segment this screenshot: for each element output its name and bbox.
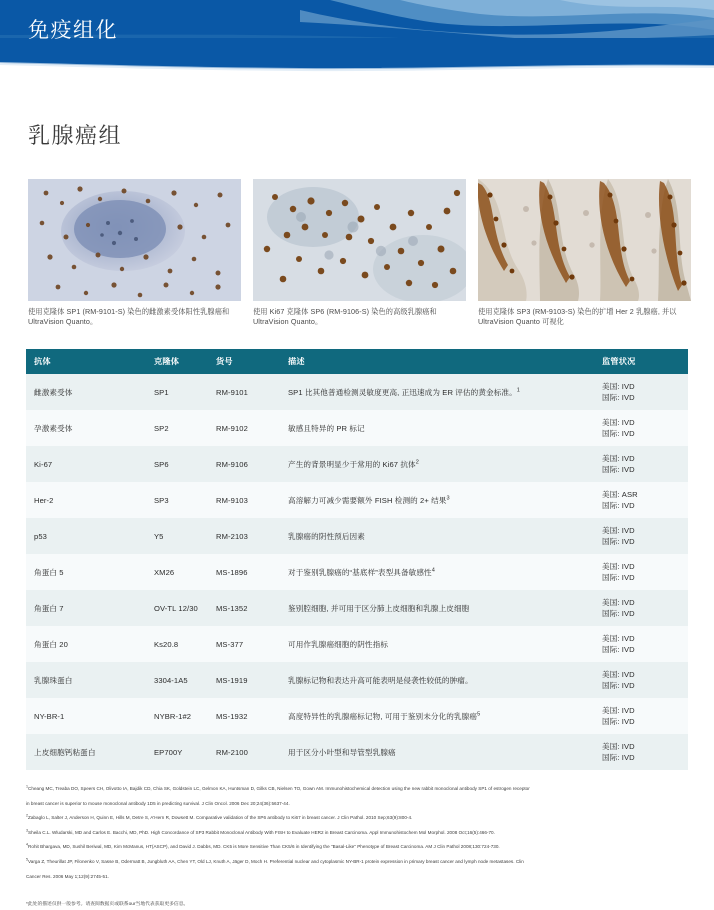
regulatory-us: 美国: IVD bbox=[602, 634, 635, 643]
cell-regulatory-status bbox=[594, 446, 688, 482]
cell-clone: 3304-1A5 bbox=[154, 675, 188, 685]
table-row bbox=[26, 662, 688, 698]
cell-description bbox=[280, 734, 594, 770]
footnote-marker: 5 bbox=[26, 857, 29, 862]
cell-catalog: RM-9102 bbox=[216, 423, 248, 433]
regulatory-international: 国际: IVD bbox=[602, 537, 635, 546]
cell-catalog: RM-9103 bbox=[216, 495, 248, 505]
footnote-item bbox=[26, 870, 690, 885]
micrograph-ki67-sp6 bbox=[253, 179, 466, 301]
footnote-text: Sheila C.L. Wludarski, MD and Carlos E. Bacchi, MD, PhD. High Concordance of SP3 Rabbit Monoclonal Antibody With FISH to Evaluate HER2 in Breast Carcinoma. Appl Immunohistochem Mol Morphol. 2008 Oct;16(5):466-70. bbox=[28, 829, 495, 835]
cell-description bbox=[280, 590, 594, 626]
regulatory-us: 美国: IVD bbox=[602, 706, 635, 715]
cell-clone: OV-TL 12/30 bbox=[154, 603, 198, 613]
cell-clone: SP2 bbox=[154, 423, 169, 433]
regulatory-us: 美国: IVD bbox=[602, 562, 635, 571]
cell-regulatory-status bbox=[594, 590, 688, 626]
disclaimer-text: *此处的描述仅供一般参考。请查阅数据页或联系our当地代表获取更多信息。 bbox=[26, 902, 189, 908]
regulatory-international: 国际: IVD bbox=[602, 645, 635, 654]
regulatory-us: 美国: IVD bbox=[602, 418, 635, 427]
footnote-item bbox=[26, 826, 690, 841]
figure-caption: 使用克隆体 SP3 (RM-9103-S) 染色的扩增 Her 2 乳腺癌, 并以 UltraVision Quanto 可视化 bbox=[478, 307, 677, 326]
description-footnote-marker: 3 bbox=[446, 494, 450, 501]
cell-description bbox=[280, 698, 594, 734]
footnote-text: Cheang MC, Treaba DO, Speers CH, Olivotto IA, Bajdik CD, Chia SK, Goldstein LC, Gelmon KA, Huntsman D, Gilks CB, Nielsen TO, Gown AM. Immunohistochemical detection using the new rabbit monoclonal antibody SP1 of estrogen receptor bbox=[28, 786, 530, 791]
description-footnote-marker: 4 bbox=[431, 566, 435, 573]
micrograph-er-sp1 bbox=[28, 179, 241, 301]
table-body bbox=[26, 374, 688, 770]
figure-caption: 使用 Ki67 克隆体 SP6 (RM-9106-S) 染色的高级乳腺癌和 UltraVision Quanto。 bbox=[253, 307, 437, 326]
cell-clone: SP3 bbox=[154, 495, 169, 505]
antibody-table bbox=[26, 349, 688, 770]
cell-description bbox=[280, 374, 594, 410]
table-row bbox=[26, 698, 688, 734]
cell-description bbox=[280, 446, 594, 482]
table-row bbox=[26, 518, 688, 554]
cell-regulatory-status bbox=[594, 662, 688, 698]
cell-description bbox=[280, 518, 594, 554]
description-text: 高度特异性的乳腺癌标记物, 可用于鉴别未分化的乳腺癌 bbox=[288, 711, 478, 721]
cell-regulatory-status bbox=[594, 554, 688, 590]
footnote-list bbox=[26, 782, 690, 884]
footnote-marker: 3 bbox=[26, 828, 29, 833]
table-row bbox=[26, 410, 688, 446]
cell-clone: XM26 bbox=[154, 567, 175, 577]
cell-clone: NYBR-1#2 bbox=[154, 711, 192, 721]
cell-antibody: 角蛋白 5 bbox=[34, 567, 64, 577]
cell-antibody: 角蛋白 20 bbox=[34, 639, 68, 649]
regulatory-international: 国际: IVD bbox=[602, 465, 635, 474]
cell-description bbox=[280, 662, 594, 698]
footnote-marker: 2 bbox=[26, 813, 29, 818]
regulatory-us: 美国: IVD bbox=[602, 382, 635, 391]
regulatory-us: 美国: IVD bbox=[602, 742, 635, 751]
description-text: 乳腺标记物和表达升高可能表明是侵袭性较低的肿瘤。 bbox=[288, 675, 473, 685]
cell-clone: EP700Y bbox=[154, 747, 183, 757]
cell-description bbox=[280, 626, 594, 662]
cell-regulatory-status bbox=[594, 734, 688, 770]
antibody-table-container bbox=[26, 349, 688, 770]
cell-catalog: MS-377 bbox=[216, 639, 244, 649]
footnote-item bbox=[26, 840, 690, 855]
cell-description bbox=[280, 554, 594, 590]
cell-clone: SP1 bbox=[154, 387, 169, 397]
footnote-text: in breast cancer is superior to mouse monoclonal antibody 1D5 in predicting survival. J Clin Oncol. 2006 Dec 20;24(36):5637-44. bbox=[26, 800, 290, 806]
page-banner bbox=[0, 0, 714, 74]
cell-antibody: 角蛋白 7 bbox=[34, 603, 64, 613]
cell-catalog: RM-2103 bbox=[216, 531, 248, 541]
cell-catalog: MS-1919 bbox=[216, 675, 248, 685]
footnote-text: Rohit Bhargava, MD, Sushil Beriwal, MD, Kim McManus, HT(ASCP), and David J. Dabbs, MD. CK5 is More Sensitive Than CK5/6 in Identifying the "Basal-Like" Phenotype of Breast Carcinoma. AM J Clin Pathol 2008;130:724-730. bbox=[28, 844, 500, 850]
description-text: 高溶解力可减少需要额外 FISH 检测的 2+ 结果 bbox=[288, 495, 447, 505]
regulatory-us: 美国: ASR bbox=[602, 490, 638, 499]
regulatory-international: 国际: IVD bbox=[602, 501, 635, 510]
cell-catalog: RM-9106 bbox=[216, 459, 248, 469]
table-header-row bbox=[26, 349, 688, 374]
description-text: 敏感且特异的 PR 标记 bbox=[288, 423, 365, 433]
micrograph-her2-sp3 bbox=[478, 179, 691, 301]
figure-item bbox=[28, 179, 241, 327]
regulatory-international: 国际: IVD bbox=[602, 681, 635, 690]
cell-antibody: p53 bbox=[34, 531, 47, 541]
column-header-regulatory: 监管状况 bbox=[594, 349, 688, 374]
table-row bbox=[26, 482, 688, 518]
footnote-text: Varga Z, Theurillat JP, Filonenko V, Sasse B, Odermatt B, Jungbluth AA, Chen YT, Old LJ, Knuth A, Jäger D, Moch H. Preferential nuclear and cytoplasmic NY-BR-1 protein expression in primary breast cancer and lymph node metastases. Clin bbox=[28, 858, 524, 864]
regulatory-us: 美国: IVD bbox=[602, 526, 635, 535]
description-text: 产生的背景明显少于常用的 Ki67 抗体 bbox=[288, 459, 416, 469]
cell-regulatory-status bbox=[594, 626, 688, 662]
table-row bbox=[26, 374, 688, 410]
footnote-item bbox=[26, 797, 690, 812]
cell-antibody: 上皮细胞钙粘蛋白 bbox=[34, 747, 96, 757]
column-header-catalog: 货号 bbox=[208, 349, 280, 374]
cell-catalog: MS-1352 bbox=[216, 603, 248, 613]
column-header-antibody: 抗体 bbox=[26, 349, 146, 374]
description-text: SP1 比其他普通检测灵敏度更高, 正迅速成为 ER 评估的黄金标准。 bbox=[288, 387, 517, 397]
regulatory-international: 国际: IVD bbox=[602, 573, 635, 582]
footnote-marker: 4 bbox=[26, 842, 29, 847]
column-header-description: 描述 bbox=[280, 349, 594, 374]
regulatory-us: 美国: IVD bbox=[602, 670, 635, 679]
description-footnote-marker: 5 bbox=[477, 710, 481, 717]
cell-regulatory-status bbox=[594, 518, 688, 554]
regulatory-international: 国际: IVD bbox=[602, 393, 635, 402]
footnote-item bbox=[26, 782, 690, 797]
figure-gallery bbox=[28, 179, 692, 327]
description-text: 鉴别腔细胞, 并可用于区分肺上皮细胞和乳腺上皮细胞 bbox=[288, 603, 470, 613]
figure-item bbox=[253, 179, 466, 327]
column-header-clone: 克隆体 bbox=[146, 349, 208, 374]
description-text: 乳腺癌的阴性预后因素 bbox=[288, 531, 365, 541]
cell-clone: SP6 bbox=[154, 459, 169, 469]
description-text: 对于鉴别乳腺癌的“基底样”表型具备敏感性 bbox=[288, 567, 432, 577]
description-footnote-marker: 2 bbox=[415, 458, 419, 465]
cell-antibody: Her-2 bbox=[34, 495, 54, 505]
description-text: 可用作乳腺癌细胞的阴性指标 bbox=[288, 639, 389, 649]
cell-antibody: Ki-67 bbox=[34, 459, 53, 469]
cell-description bbox=[280, 482, 594, 518]
table-row bbox=[26, 590, 688, 626]
cell-antibody: 孕激素受体 bbox=[34, 423, 73, 433]
footnote-item bbox=[26, 855, 690, 870]
cell-catalog: MS-1932 bbox=[216, 711, 248, 721]
cell-catalog: RM-9101 bbox=[216, 387, 248, 397]
banner-title: 免疫组化 bbox=[28, 19, 118, 42]
regulatory-international: 国际: IVD bbox=[602, 609, 635, 618]
cell-description bbox=[280, 410, 594, 446]
cell-antibody: 乳腺珠蛋白 bbox=[34, 675, 73, 685]
regulatory-international: 国际: IVD bbox=[602, 429, 635, 438]
footnote-marker: 1 bbox=[26, 784, 29, 789]
description-text: 用于区分小叶型和导管型乳腺癌 bbox=[288, 747, 396, 757]
page-title: 乳腺癌组 bbox=[28, 123, 123, 148]
cell-clone: Y5 bbox=[154, 531, 164, 541]
cell-regulatory-status bbox=[594, 410, 688, 446]
cell-regulatory-status bbox=[594, 698, 688, 734]
description-footnote-marker: 1 bbox=[516, 386, 521, 393]
cell-antibody: 雌激素受体 bbox=[34, 387, 73, 397]
figure-caption: 使用克隆体 SP1 (RM-9101-S) 染色的雌激素受体阳性乳腺癌和 UltraVision Quanto。 bbox=[28, 307, 230, 326]
table-row bbox=[26, 626, 688, 662]
cell-clone: Ks20.8 bbox=[154, 639, 179, 649]
footnote-item bbox=[26, 811, 690, 826]
regulatory-us: 美国: IVD bbox=[602, 454, 635, 463]
regulatory-international: 国际: IVD bbox=[602, 753, 635, 762]
figure-item bbox=[478, 179, 691, 327]
table-row bbox=[26, 734, 688, 770]
cell-regulatory-status bbox=[594, 482, 688, 518]
regulatory-international: 国际: IVD bbox=[602, 717, 635, 726]
cell-catalog: RM-2100 bbox=[216, 747, 248, 757]
cell-regulatory-status bbox=[594, 374, 688, 410]
table-row bbox=[26, 446, 688, 482]
footnote-text: Cancer Res. 2006 May 1;12(9):2745-51. bbox=[26, 873, 109, 879]
table-row bbox=[26, 554, 688, 590]
footnote-text: Zabaglo L, Salter J, Anderson H, Quinn E, Hills M, Detre S, A'Hern R, Dowsett M. Comparative validation of the SP6 antibody to Ki67 in breast cancer. J Clin Pathol. 2010 Sep;63(9):800-4. bbox=[28, 815, 413, 821]
regulatory-us: 美国: IVD bbox=[602, 598, 635, 607]
cell-catalog: MS-1896 bbox=[216, 567, 248, 577]
cell-antibody: NY-BR-1 bbox=[34, 711, 65, 721]
